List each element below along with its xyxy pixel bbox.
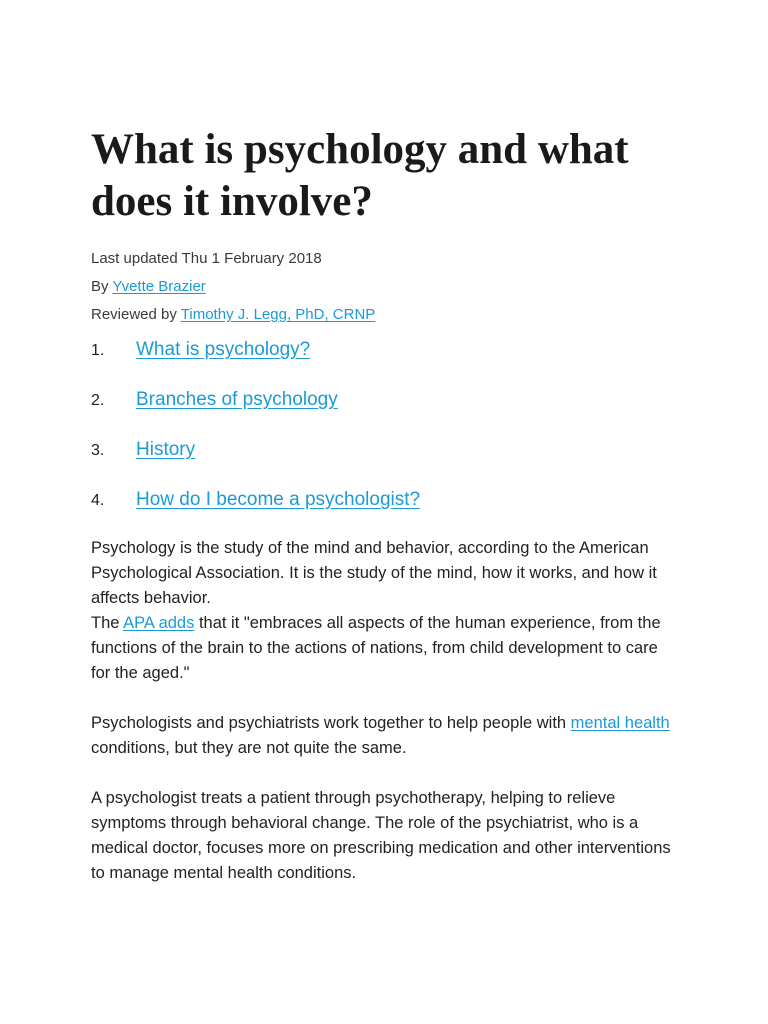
paragraph-apa-start: The	[91, 614, 124, 632]
paragraph-psychologist-role: A psychologist treats a patient through psychotherapy, helping to relieve symptoms through behavioral change. The role of the psychiatrist, who is a medical doctor, focuses more on prescribing medication and other interventions to manage mental health conditions.	[91, 789, 671, 882]
toc-link-branches[interactable]: Branches of psychology	[136, 389, 338, 410]
spacer	[91, 761, 681, 786]
toc-number: 3.	[91, 442, 105, 459]
paragraph-definition: Psychology is the study of the mind and behavior, according to the American Psychological Association. It is the study of the mind, how it works, and how it affects behavior.	[91, 539, 657, 607]
table-of-contents	[91, 339, 681, 539]
author-prefix: By	[91, 278, 113, 295]
toc-number: 1.	[91, 342, 105, 359]
reviewer-link[interactable]: Timothy J. Legg, PhD, CRNP	[180, 306, 376, 323]
paragraph-apa	[91, 611, 681, 686]
toc-link-what-is-psychology[interactable]: What is psychology?	[136, 339, 311, 360]
paragraph-mental-health-start: Psychologists and psychiatrists work together to help people with	[91, 714, 571, 732]
paragraph-mental-health-end: conditions, but they are not quite the same.	[91, 739, 407, 757]
author-link[interactable]: Yvette Brazier	[112, 278, 206, 295]
reviewer-prefix: Reviewed by	[91, 306, 181, 323]
toc-item	[91, 339, 681, 389]
apa-adds-link[interactable]: APA adds	[123, 614, 195, 632]
toc-link-history[interactable]: History	[136, 439, 196, 460]
author-line	[91, 277, 681, 297]
toc-number: 4.	[91, 492, 105, 509]
spacer	[91, 686, 681, 711]
paragraph-apa-end: that it "embraces all aspects of the human experience, from the functions of the brain to the actions of nations, from child development to care for the aged."	[91, 614, 661, 682]
mental-health-link[interactable]: mental health	[570, 714, 670, 732]
toc-item	[91, 439, 681, 489]
toc-item	[91, 389, 681, 439]
toc-number: 2.	[91, 392, 105, 409]
paragraph-mental-health	[91, 711, 681, 761]
toc-link-become-psychologist[interactable]: How do I become a psychologist?	[136, 489, 421, 510]
last-updated: Last updated Thu 1 February 2018	[91, 250, 322, 267]
page-title: What is psychology and what does it involve?	[91, 126, 629, 225]
reviewer-line	[91, 305, 681, 325]
article	[91, 124, 681, 886]
toc-item	[91, 489, 681, 539]
